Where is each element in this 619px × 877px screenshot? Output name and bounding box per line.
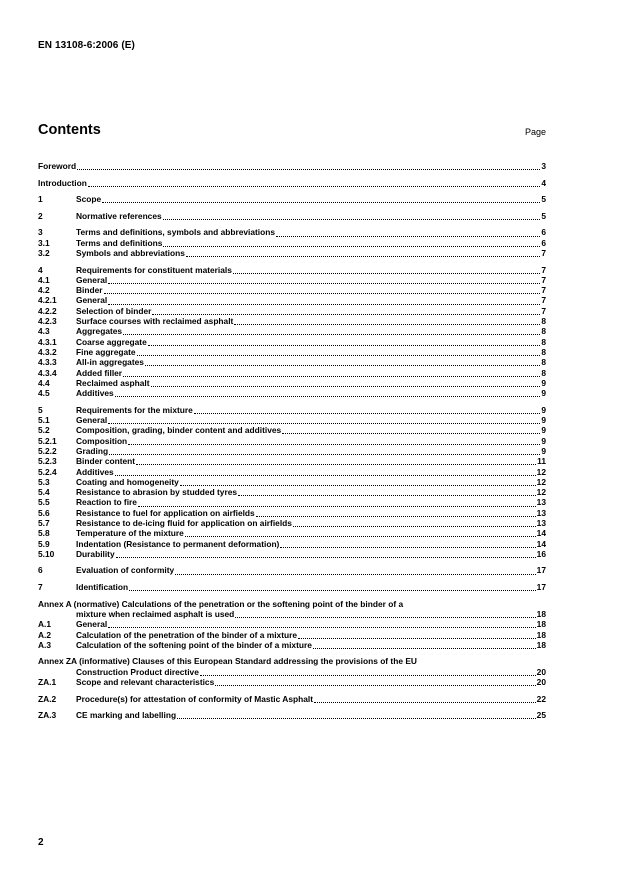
toc-entry-page: 8 — [541, 357, 546, 368]
toc-entry-title: Symbols and abbreviations — [76, 247, 185, 258]
toc-entry[interactable] — [38, 388, 546, 398]
dot-leader — [235, 610, 535, 618]
dot-leader — [102, 195, 540, 203]
dot-leader — [256, 509, 536, 517]
toc-entry-page: 17 — [536, 565, 546, 576]
dot-leader — [108, 276, 540, 284]
toc-entry-number: 4.2 — [38, 285, 50, 296]
toc-entry-title: Binder content — [76, 456, 136, 467]
page-number: 2 — [38, 837, 44, 848]
toc-entry-number: 4 — [38, 264, 43, 275]
toc-entry[interactable] — [38, 227, 546, 237]
toc-entry-page: 9 — [541, 445, 546, 456]
dot-leader — [293, 519, 536, 527]
annex-heading[interactable]: Annex A (normative) Calculations of the penetration or the softening point of the binder of a — [38, 598, 404, 609]
toc-entry-page: 18 — [536, 629, 546, 640]
toc-entry[interactable] — [38, 357, 546, 367]
annex-heading-text: mixture when reclaimed asphalt is used — [76, 608, 235, 619]
toc-entry-number: 5.2.1 — [38, 435, 57, 446]
toc-entry-number: 6 — [38, 565, 43, 576]
toc-group — [38, 211, 546, 221]
toc-entry-number: A.1 — [38, 619, 52, 630]
toc-entry-page: 25 — [536, 710, 546, 721]
toc-entry-page: 18 — [536, 639, 546, 650]
toc-entry-page: 9 — [541, 425, 546, 436]
toc-entry[interactable] — [38, 316, 546, 326]
toc-group — [38, 161, 546, 171]
toc-entry-number: 2 — [38, 210, 43, 221]
toc-entry[interactable] — [38, 194, 546, 204]
toc-entry-number: 4.2.3 — [38, 316, 57, 327]
toc-entry-title: Surface courses with reclaimed asphalt — [76, 316, 234, 327]
dot-leader — [109, 447, 540, 455]
dot-leader — [276, 229, 540, 237]
toc-entry[interactable] — [38, 211, 546, 221]
toc-entry-number: 5.3 — [38, 476, 50, 487]
toc-entry-title: Foreword — [38, 161, 77, 171]
dot-leader — [138, 499, 536, 507]
toc-entry-number: 3.1 — [38, 237, 50, 248]
toc-entry-page: 7 — [541, 274, 546, 285]
toc-entry[interactable] — [38, 549, 546, 559]
toc-entry-page: 8 — [541, 346, 546, 357]
toc-group — [38, 227, 546, 258]
toc-entry-page: 9 — [541, 377, 546, 388]
toc-entry[interactable] — [38, 238, 546, 248]
toc-entry-number: 5.10 — [38, 548, 55, 559]
toc-entry-page: 9 — [541, 388, 546, 399]
toc-entry-title: Coarse aggregate — [76, 336, 147, 347]
toc-entry-title: Introduction — [38, 177, 87, 188]
dot-leader — [115, 468, 536, 476]
toc-entry-page: 12 — [536, 476, 546, 487]
toc-entry-number: 5.8 — [38, 528, 50, 539]
toc-entry[interactable] — [38, 415, 546, 425]
toc-entry-title: Indentation (Resistance to permanent deformation) — [76, 538, 280, 549]
dot-leader — [185, 529, 536, 537]
dot-leader — [108, 297, 540, 305]
toc-entry-page: 9 — [541, 415, 546, 426]
toc-entry-number: ZA.3 — [38, 710, 57, 721]
toc-entry-number: 4.3.2 — [38, 346, 57, 357]
document-header: EN 13108-6:2006 (E) — [38, 40, 135, 51]
toc-entry[interactable] — [38, 565, 546, 575]
toc-entry-page: 9 — [541, 435, 546, 446]
toc-entry-page: 17 — [536, 582, 546, 593]
toc-entry-page: 13 — [536, 497, 546, 508]
annex-page: 20 — [536, 666, 546, 677]
dot-leader — [186, 249, 540, 257]
toc-entry-number: 5.9 — [38, 538, 50, 549]
dot-leader — [108, 416, 540, 424]
toc-entry-title: Temperature of the mixture — [76, 528, 184, 539]
toc-entry-title: Calculation of the softening point of the binder of a mixture — [76, 639, 312, 650]
dot-leader — [298, 631, 536, 639]
toc-entry-title: Requirements for the mixture — [76, 404, 193, 415]
toc-entry-number: A.3 — [38, 639, 52, 650]
dot-leader — [77, 162, 540, 170]
toc-entry-page: 3 — [541, 161, 546, 171]
toc-entry-page: 16 — [536, 548, 546, 559]
dot-leader — [104, 286, 541, 294]
toc-entry-title: Fine aggregate — [76, 346, 136, 357]
annex-heading-text: Construction Product directive — [76, 666, 199, 677]
dot-leader — [233, 266, 540, 274]
toc-entry-title: Calculation of the penetration of the binder of a mixture — [76, 629, 298, 640]
toc-entry-page: 7 — [541, 305, 546, 316]
toc-entry-title: General — [76, 274, 108, 285]
toc-entry[interactable] — [38, 248, 546, 258]
dot-leader — [151, 379, 541, 387]
toc-entry[interactable] — [38, 326, 546, 336]
toc-entry-page: 6 — [541, 237, 546, 248]
toc-group — [38, 694, 546, 704]
toc-entry-number: 3 — [38, 227, 43, 238]
dot-leader — [180, 478, 536, 486]
toc-entry-page: 18 — [536, 619, 546, 630]
toc-entry-title: Additives — [76, 388, 114, 399]
toc-entry-number: 5.6 — [38, 507, 50, 518]
toc-entry-title: General — [76, 295, 108, 306]
toc-entry-title: Durability — [76, 548, 115, 559]
toc-entry-number: 4.5 — [38, 388, 50, 399]
toc-entry-number: 5 — [38, 404, 43, 415]
toc-entry-page: 7 — [541, 295, 546, 306]
toc-entry[interactable] — [38, 456, 546, 466]
toc-entry[interactable] — [38, 275, 546, 285]
toc-entry[interactable] — [38, 467, 546, 477]
toc-entry[interactable] — [38, 710, 546, 720]
toc-entry[interactable] — [38, 378, 546, 388]
dot-leader — [200, 668, 536, 676]
toc-entry-number: 5.2.2 — [38, 445, 57, 456]
dot-leader — [116, 550, 536, 558]
toc-entry[interactable] — [38, 508, 546, 518]
toc-entry-page: 8 — [541, 316, 546, 327]
toc-entry-title: General — [76, 619, 108, 630]
toc-entry-page: 14 — [536, 528, 546, 539]
dot-leader — [152, 307, 540, 315]
toc-entry-title: Procedure(s) for attestation of conformity of Mastic Asphalt — [76, 693, 314, 704]
dot-leader — [314, 695, 536, 703]
toc-group — [38, 405, 546, 559]
toc-entry[interactable] — [38, 487, 546, 497]
dot-leader — [88, 179, 540, 187]
dot-leader — [177, 711, 536, 719]
annex-heading-continuation[interactable] — [38, 609, 546, 619]
toc-entry-page: 22 — [536, 693, 546, 704]
toc-entry-page: 8 — [541, 367, 546, 378]
toc-entry-page: 4 — [541, 177, 546, 188]
toc-entry-page: 11 — [537, 456, 546, 467]
toc-entry-number: 1 — [38, 194, 43, 205]
toc-entry[interactable] — [38, 436, 546, 446]
toc-entry[interactable] — [38, 497, 546, 507]
dot-leader — [238, 488, 536, 496]
dot-leader — [313, 641, 536, 649]
toc-entry-page: 5 — [541, 194, 546, 205]
toc-entry[interactable] — [38, 619, 546, 629]
toc-entry-page: 9 — [541, 404, 546, 415]
toc-entry-number: 4.4 — [38, 377, 50, 388]
toc-entry-title: Reaction to fire — [76, 497, 137, 508]
dot-leader — [148, 338, 541, 346]
dot-leader — [282, 426, 540, 434]
toc-entry-number: 5.4 — [38, 487, 50, 498]
toc-entry-title: Grading — [76, 445, 109, 456]
toc-entry-page: 13 — [536, 507, 546, 518]
toc-entry[interactable] — [38, 306, 546, 316]
toc-entry[interactable] — [38, 477, 546, 487]
toc-entry[interactable] — [38, 405, 546, 415]
toc-entry-number: 7 — [38, 582, 43, 593]
annex-heading-continuation[interactable] — [38, 667, 546, 677]
toc-entry[interactable] — [38, 425, 546, 435]
toc-entry-number: 4.3 — [38, 326, 50, 337]
dot-leader — [194, 406, 541, 414]
toc-entry-number: 3.2 — [38, 247, 50, 258]
toc-entry-page: 7 — [541, 285, 546, 296]
toc-entry[interactable] — [38, 347, 546, 357]
dot-leader — [108, 620, 535, 628]
toc-entry-title: Binder — [76, 285, 103, 296]
toc-entry-title: Requirements for constituent materials — [76, 264, 232, 275]
toc-entry-number: 4.1 — [38, 274, 50, 285]
toc-entry-number: 5.2.3 — [38, 456, 57, 467]
toc-group — [38, 565, 546, 575]
toc-entry[interactable] — [38, 640, 546, 650]
toc-entry[interactable] — [38, 539, 546, 549]
toc-entry-number: 5.2.4 — [38, 466, 57, 477]
toc-entry[interactable] — [38, 582, 546, 592]
toc-entry[interactable] — [38, 368, 546, 378]
dot-leader — [129, 583, 536, 591]
toc-entry-title: Normative references — [76, 210, 162, 221]
annex-section — [38, 599, 546, 650]
toc-entry-number: 4.2.2 — [38, 305, 57, 316]
toc-entry-title: Reclaimed asphalt — [76, 377, 150, 388]
table-of-contents — [38, 161, 546, 727]
toc-entry-page: 13 — [536, 517, 546, 528]
dot-leader — [128, 437, 540, 445]
toc-entry-title: Selection of binder — [76, 305, 152, 316]
toc-entry-title: Scope and relevant characteristics — [76, 677, 215, 688]
toc-entry-number: 5.5 — [38, 497, 50, 508]
toc-entry-title: General — [76, 415, 108, 426]
toc-entry[interactable] — [38, 446, 546, 456]
toc-entry-number: 4.3.3 — [38, 357, 57, 368]
toc-entry-page: 7 — [541, 247, 546, 258]
toc-entry-number: 5.7 — [38, 517, 50, 528]
toc-entry-number: 4.3.4 — [38, 367, 57, 378]
toc-entry-number: ZA.1 — [38, 677, 57, 688]
dot-leader — [234, 317, 540, 325]
annex-heading[interactable]: Annex ZA (informative) Clauses of this European Standard addressing the provisions of the EU — [38, 656, 417, 667]
toc-entry[interactable] — [38, 285, 546, 295]
toc-group — [38, 178, 546, 188]
dot-leader — [215, 678, 535, 686]
toc-entry-title: Scope — [76, 194, 102, 205]
toc-entry[interactable] — [38, 178, 546, 188]
toc-entry-title: Terms and definitions, symbols and abbreviations — [76, 227, 276, 238]
dot-leader — [163, 212, 541, 220]
toc-entry-title: Resistance to de-icing fluid for application on airfields — [76, 517, 292, 528]
dot-leader — [280, 540, 535, 548]
dot-leader — [136, 457, 536, 465]
toc-entry-title: Resistance to fuel for application on airfields — [76, 507, 255, 518]
toc-entry-number: A.2 — [38, 629, 52, 640]
toc-entry-number: 5.2 — [38, 425, 50, 436]
dot-leader — [175, 567, 535, 575]
toc-entry-page: 12 — [536, 466, 546, 477]
toc-entry-number: 4.2.1 — [38, 295, 57, 306]
dot-leader — [115, 389, 541, 397]
toc-group — [38, 582, 546, 592]
dot-leader — [137, 348, 541, 356]
toc-entry-number: ZA.2 — [38, 693, 57, 704]
toc-entry-title: Composition, grading, binder content and additives — [76, 425, 282, 436]
toc-entry[interactable] — [38, 630, 546, 640]
toc-group — [38, 265, 546, 399]
dot-leader — [123, 327, 540, 335]
toc-entry[interactable] — [38, 161, 546, 171]
page-column-label: Page — [524, 127, 546, 137]
toc-entry-page: 8 — [541, 326, 546, 337]
toc-entry-page: 20 — [536, 677, 546, 688]
toc-entry[interactable] — [38, 337, 546, 347]
toc-entry-title: Additives — [76, 466, 114, 477]
toc-entry-title: Evaluation of conformity — [76, 565, 175, 576]
toc-entry-page: 14 — [536, 538, 546, 549]
toc-entry-page: 7 — [541, 264, 546, 275]
toc-entry-page: 6 — [541, 227, 546, 238]
toc-entry-title: Resistance to abrasion by studded tyres — [76, 487, 238, 498]
toc-entry[interactable] — [38, 694, 546, 704]
annex-section — [38, 656, 546, 687]
toc-entry-title: CE marking and labelling — [76, 710, 177, 721]
dot-leader — [163, 239, 540, 247]
contents-title: Contents — [38, 122, 101, 138]
toc-entry[interactable] — [38, 677, 546, 687]
toc-entry-page: 5 — [541, 210, 546, 221]
toc-entry-page: 8 — [541, 336, 546, 347]
toc-entry-number: 4.3.1 — [38, 336, 57, 347]
toc-entry[interactable] — [38, 528, 546, 538]
toc-entry[interactable] — [38, 518, 546, 528]
toc-entry-title: All-in aggregates — [76, 357, 144, 368]
dot-leader — [123, 369, 540, 377]
annex-page: 18 — [536, 608, 546, 619]
toc-entry-title: Terms and definitions — [76, 237, 163, 248]
dot-leader — [145, 358, 540, 366]
toc-entry-title: Coating and homogeneity — [76, 476, 179, 487]
toc-entry-title: Identification — [76, 582, 129, 593]
toc-entry-title: Composition — [76, 435, 128, 446]
toc-entry[interactable] — [38, 265, 546, 275]
toc-group — [38, 194, 546, 204]
toc-entry-number: 5.1 — [38, 415, 50, 426]
toc-group — [38, 710, 546, 720]
toc-entry-page: 12 — [536, 487, 546, 498]
toc-entry[interactable] — [38, 295, 546, 305]
toc-entry-title: Aggregates — [76, 326, 123, 337]
toc-entry-title: Added filler — [76, 367, 123, 378]
